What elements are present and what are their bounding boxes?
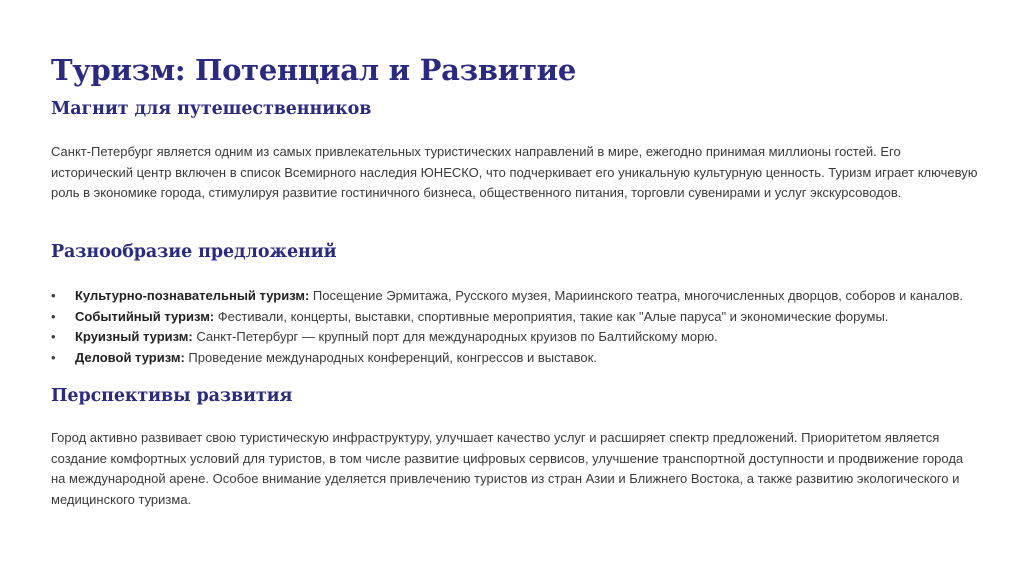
bullet: • bbox=[51, 308, 56, 324]
section-heading-variety: Разнообразие предложений bbox=[51, 242, 337, 262]
list-item-desc: Санкт-Петербург — крупный порт для международных круизов по Балтийскому морю. bbox=[192, 329, 718, 344]
list-item bbox=[51, 327, 981, 348]
list-item-desc: Посещение Эрмитажа, Русского музея, Мариинского театра, многочисленных дворцов, соборов и каналов. bbox=[309, 288, 964, 303]
list-item-term: Событийный туризм: bbox=[75, 308, 215, 324]
list-item-term: Деловой туризм: bbox=[75, 349, 185, 365]
list-item-desc: Фестивали, концерты, выставки, спортивные мероприятия, такие как "Алые паруса" и экономические форумы. bbox=[214, 308, 889, 324]
section-heading-magnet: Магнит для путешественников bbox=[51, 99, 372, 119]
section-text-prospects: Город активно развивает свою туристическую инфраструктуру, улучшает качество услуг и расширяет спектр предложений. Приоритетом является создание комфортных условий для туристов, в том числе развитие цифровых сервисов, улучшение транспортной доступности и продвижение города на международной арене. Особое внимание уделяется привлечению туристов из стран Азии и Ближнего Востока, а также развитию экологического и медицинского туризма. bbox=[51, 430, 964, 507]
offer-list bbox=[51, 286, 981, 368]
bullet: • bbox=[51, 349, 56, 365]
list-item bbox=[51, 286, 981, 307]
section-text-magnet: Санкт-Петербург является одним из самых привлекательных туристических направлений в мире, ежегодно принимая миллионы гостей. Его исторический центр включен в список Всемирного наследия ЮНЕСКО, что подчеркивает его уникальную культурную ценность. Туризм играет ключевую роль в экономике города, стимулируя развитие гостиничного бизнеса, общественного питания, торговли сувенирами и услуг экскурсоводов. bbox=[51, 144, 978, 200]
list-item-desc: Проведение международных конференций, конгрессов и выставок. bbox=[184, 349, 597, 365]
list-item-term: Круизный туризм: bbox=[75, 329, 193, 344]
list-item-term: Культурно-познавательный туризм: bbox=[75, 288, 310, 303]
list-item bbox=[51, 348, 981, 369]
bullet: • bbox=[51, 329, 56, 344]
page-title: Туризм: Потенциал и Развитие bbox=[51, 53, 576, 87]
section-heading-prospects: Перспективы развития bbox=[51, 386, 293, 406]
bullet: • bbox=[51, 288, 56, 303]
list-item bbox=[51, 307, 981, 328]
